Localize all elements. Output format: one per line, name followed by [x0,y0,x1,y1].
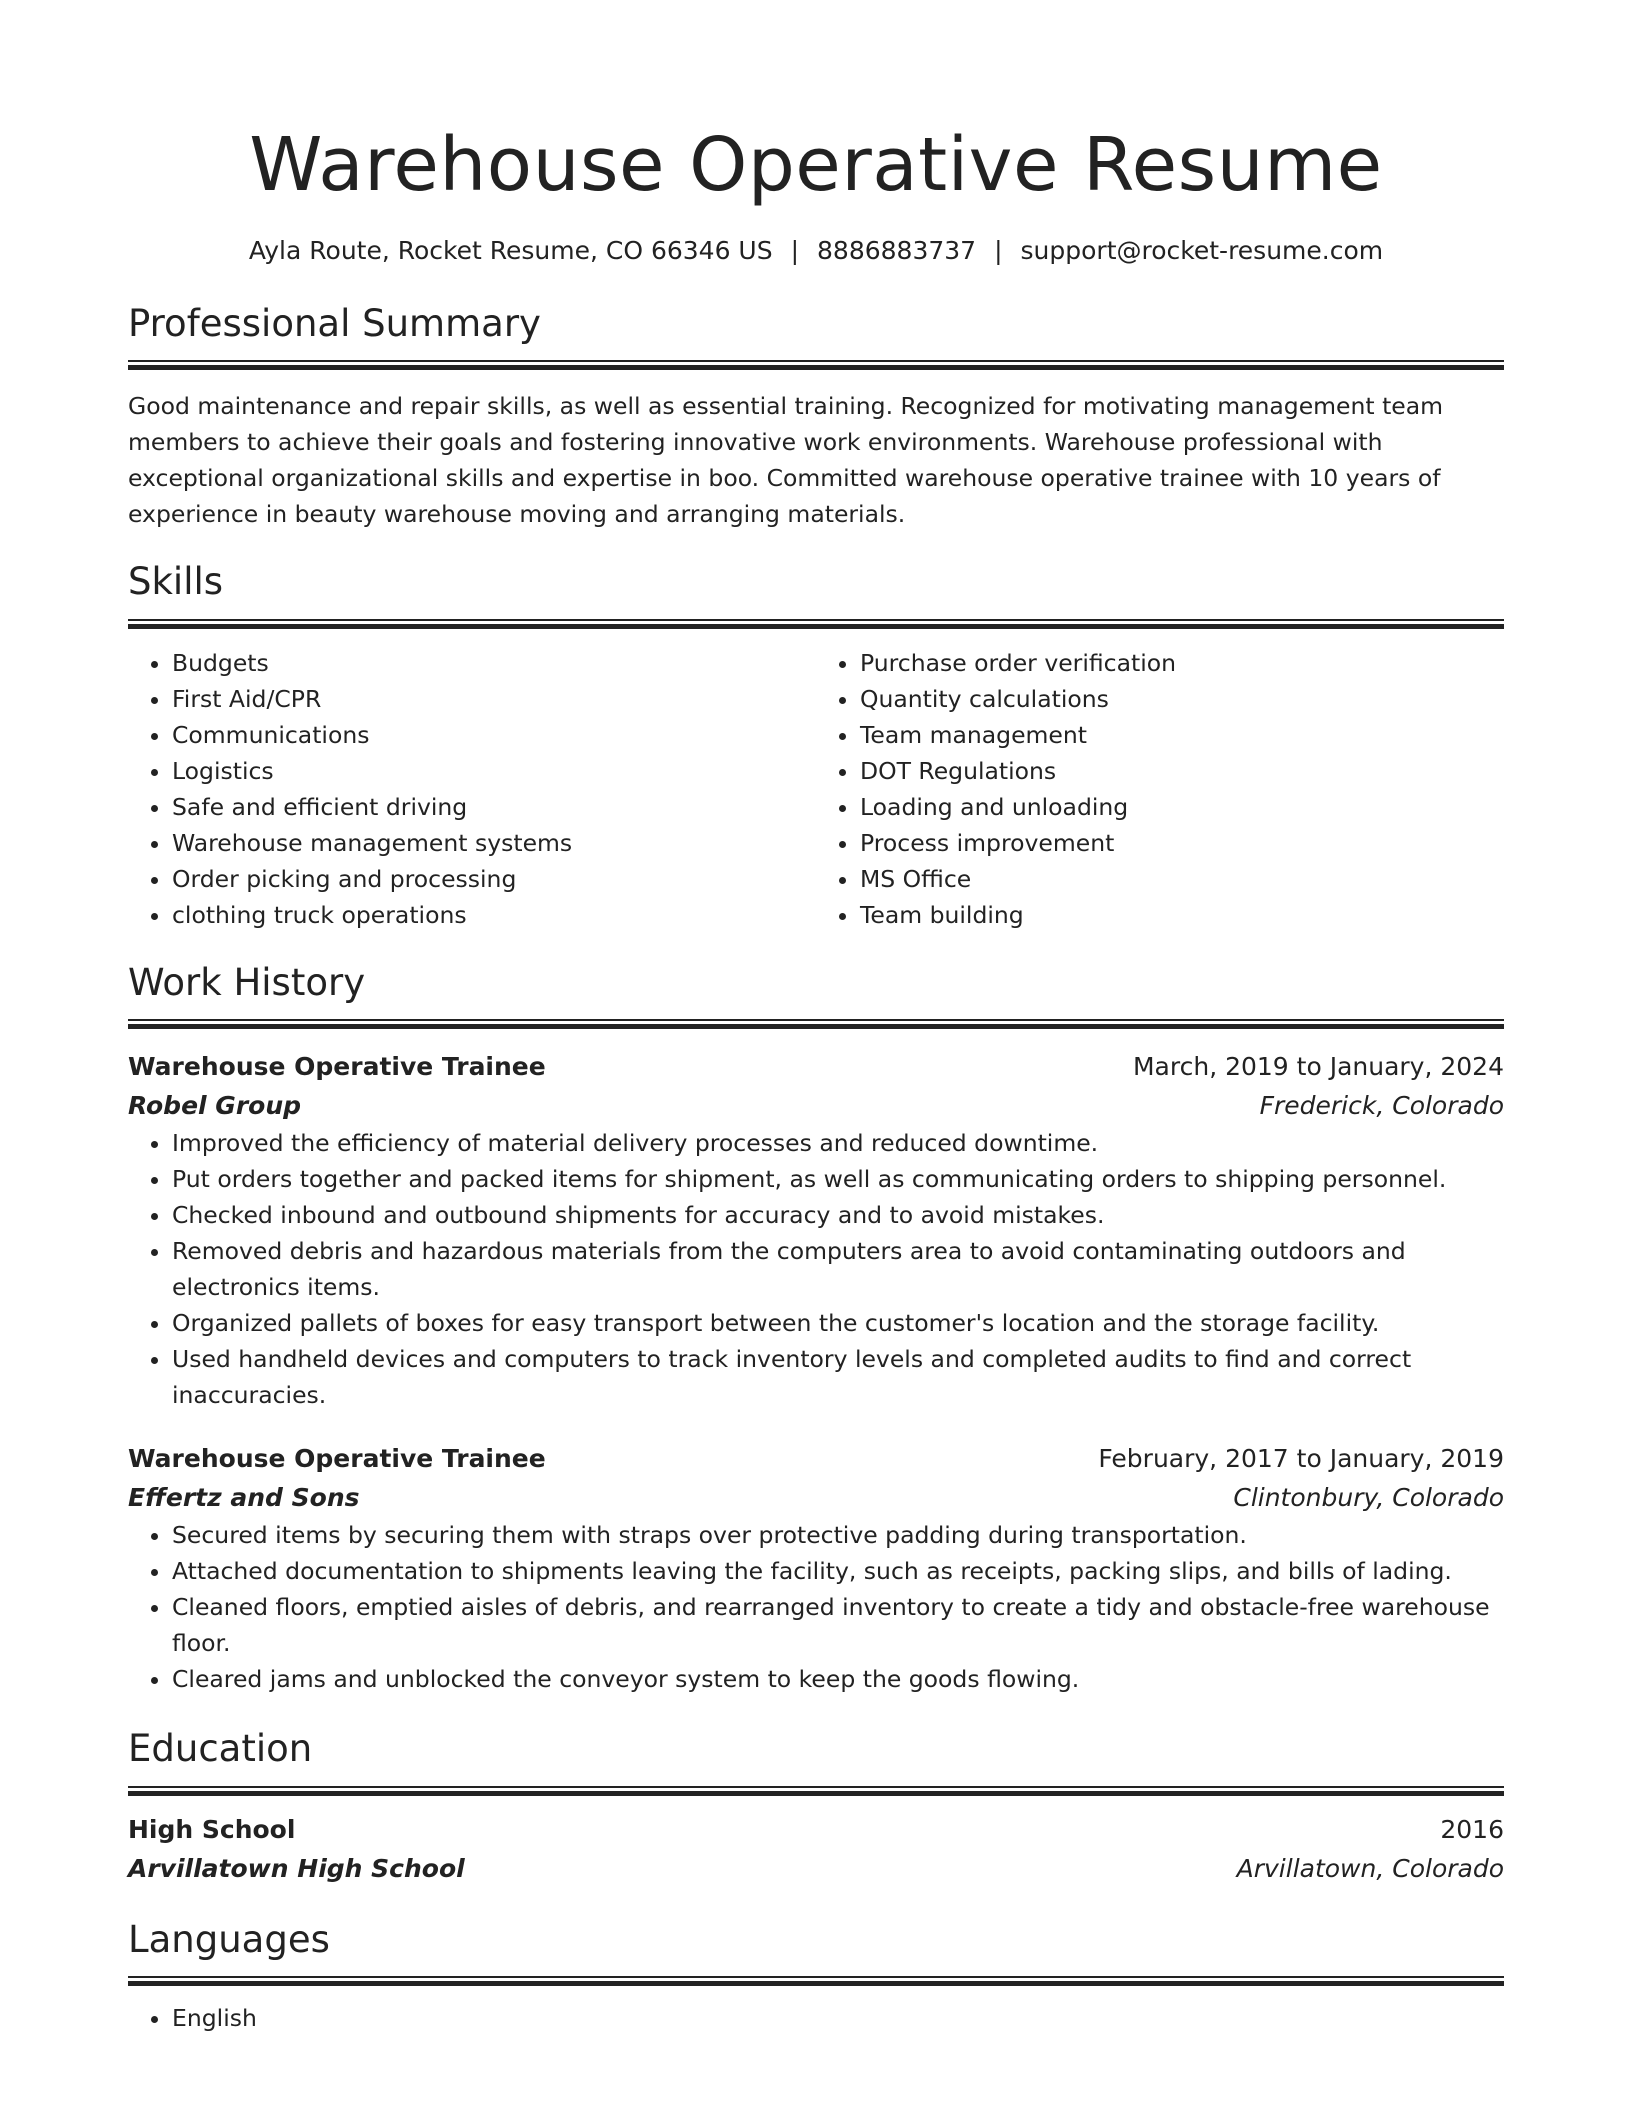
section-divider [128,619,1504,629]
skill-item: • Loading and unloading [860,789,1504,825]
skill-item: • Team management [860,717,1504,753]
skill-item: • Order picking and processing [172,861,816,897]
education-header [128,1810,1504,1850]
language-item: • English [172,2000,1504,2036]
job-location: Frederick, Colorado [1259,1091,1504,1121]
section-heading-skills: Skills [128,560,224,604]
contact-address: Ayla Route, Rocket Resume, CO 66346 US [248,236,773,265]
skill-item: • Warehouse management systems [172,825,816,861]
languages-list [128,2000,1504,2036]
job-duty-item: • Organized pallets of boxes for easy transport between the customer's location and the storage facility. [172,1305,1504,1341]
section-divider [128,1786,1504,1796]
skill-item: • DOT Regulations [860,753,1504,789]
skill-item: • Team building [860,897,1504,933]
job-entry [128,1439,1504,1697]
section-heading-languages: Languages [128,1917,330,1961]
job-duty-item: • Cleaned floors, emptied aisles of debris, and rearranged inventory to create a tidy and obstacle-free warehouse floor. [172,1589,1504,1661]
skill-item: • Budgets [172,645,816,681]
job-title: Warehouse Operative Trainee [128,1444,546,1474]
job-dates: March, 2019 to January, 2024 [1132,1052,1504,1082]
section-languages [128,1918,1504,2036]
skills-grid [128,645,1504,933]
job-duties-list [128,1125,1504,1413]
skill-item: • Communications [172,717,816,753]
section-heading-summary: Professional Summary [128,302,541,345]
job-subheader [128,1087,1504,1125]
job-duty-item: • Removed debris and hazardous materials from the computers area to avoid contaminating outdoors and electronics items. [172,1233,1504,1305]
skill-item: • First Aid/CPR [172,681,816,717]
contact-email: support@rocket-resume.com [1020,236,1384,265]
skill-item: • Safe and efficient driving [172,789,816,825]
section-education [128,1727,1504,1887]
education-subheader [128,1850,1504,1888]
skills-list-left [128,645,816,933]
job-duties-list [128,1517,1504,1697]
contact-phone: 8886883737 [817,236,977,265]
job-duty-item: • Cleared jams and unblocked the conveyor system to keep the goods flowing. [172,1661,1504,1697]
education-school: Arvillatown High School [128,1853,465,1883]
contact-separator: | [790,236,800,265]
section-work-history [128,961,1504,1697]
education-entry [128,1810,1504,1888]
skill-item: • Purchase order verification [860,645,1504,681]
section-heading-work: Work History [128,960,366,1004]
section-skills [128,560,1504,932]
skill-item: • clothing truck operations [172,897,816,933]
contact-separator: | [994,236,1003,265]
skill-item: • MS Office [860,861,1504,897]
job-duty-item: • Put orders together and packed items for shipment, as well as communicating orders to shipping personnel. [172,1161,1504,1197]
skill-item: • Quantity calculations [860,681,1504,717]
job-duty-item: • Attached documentation to shipments leaving the facility, such as receipts, packing slips, and bills of lading. [172,1553,1504,1589]
job-company: Effertz and Sons [128,1483,360,1513]
job-duty-item: • Improved the efficiency of material delivery processes and reduced downtime. [172,1125,1504,1161]
job-company: Robel Group [128,1091,302,1121]
education-location: Arvillatown, Colorado [1236,1853,1504,1883]
section-divider [128,360,1504,370]
education-degree: High School [128,1814,296,1844]
summary-text: Good maintenance and repair skills, as well as essential training. Recognized for motivating management team members to achieve their goals and fostering innovative work environments. Warehouse professional with exceptional organizational skills and expertise in boo. Committed warehouse operative trainee with 10 years of experience in beauty warehouse moving and arranging materials. [128,392,1444,529]
section-heading-education: Education [128,1727,313,1771]
job-title: Warehouse Operative Trainee [128,1052,546,1082]
job-duty-item: • Used handheld devices and computers to track inventory levels and completed audits to find and correct inaccuracies. [172,1341,1504,1413]
job-header [128,1047,1504,1087]
job-entry [128,1047,1504,1413]
skill-item: • Logistics [172,753,816,789]
skills-list-right [816,645,1504,933]
skill-item: • Process improvement [860,825,1504,861]
job-dates: February, 2017 to January, 2019 [1098,1444,1504,1474]
job-duty-item: • Checked inbound and outbound shipments for accuracy and to avoid mistakes. [172,1197,1504,1233]
skills-column-right [816,645,1504,933]
job-location: Clintonbury, Colorado [1233,1483,1504,1513]
skills-column-left [128,645,816,933]
job-subheader [128,1479,1504,1517]
section-professional-summary [128,302,1504,532]
job-duty-item: • Secured items by securing them with straps over protective padding during transportation. [172,1517,1504,1553]
job-header [128,1439,1504,1479]
section-divider [128,1019,1504,1029]
section-divider [128,1976,1504,1986]
resume-title: Warehouse Operative Resume [249,122,1383,208]
contact-line [128,236,1504,266]
education-year: 2016 [1440,1814,1504,1844]
